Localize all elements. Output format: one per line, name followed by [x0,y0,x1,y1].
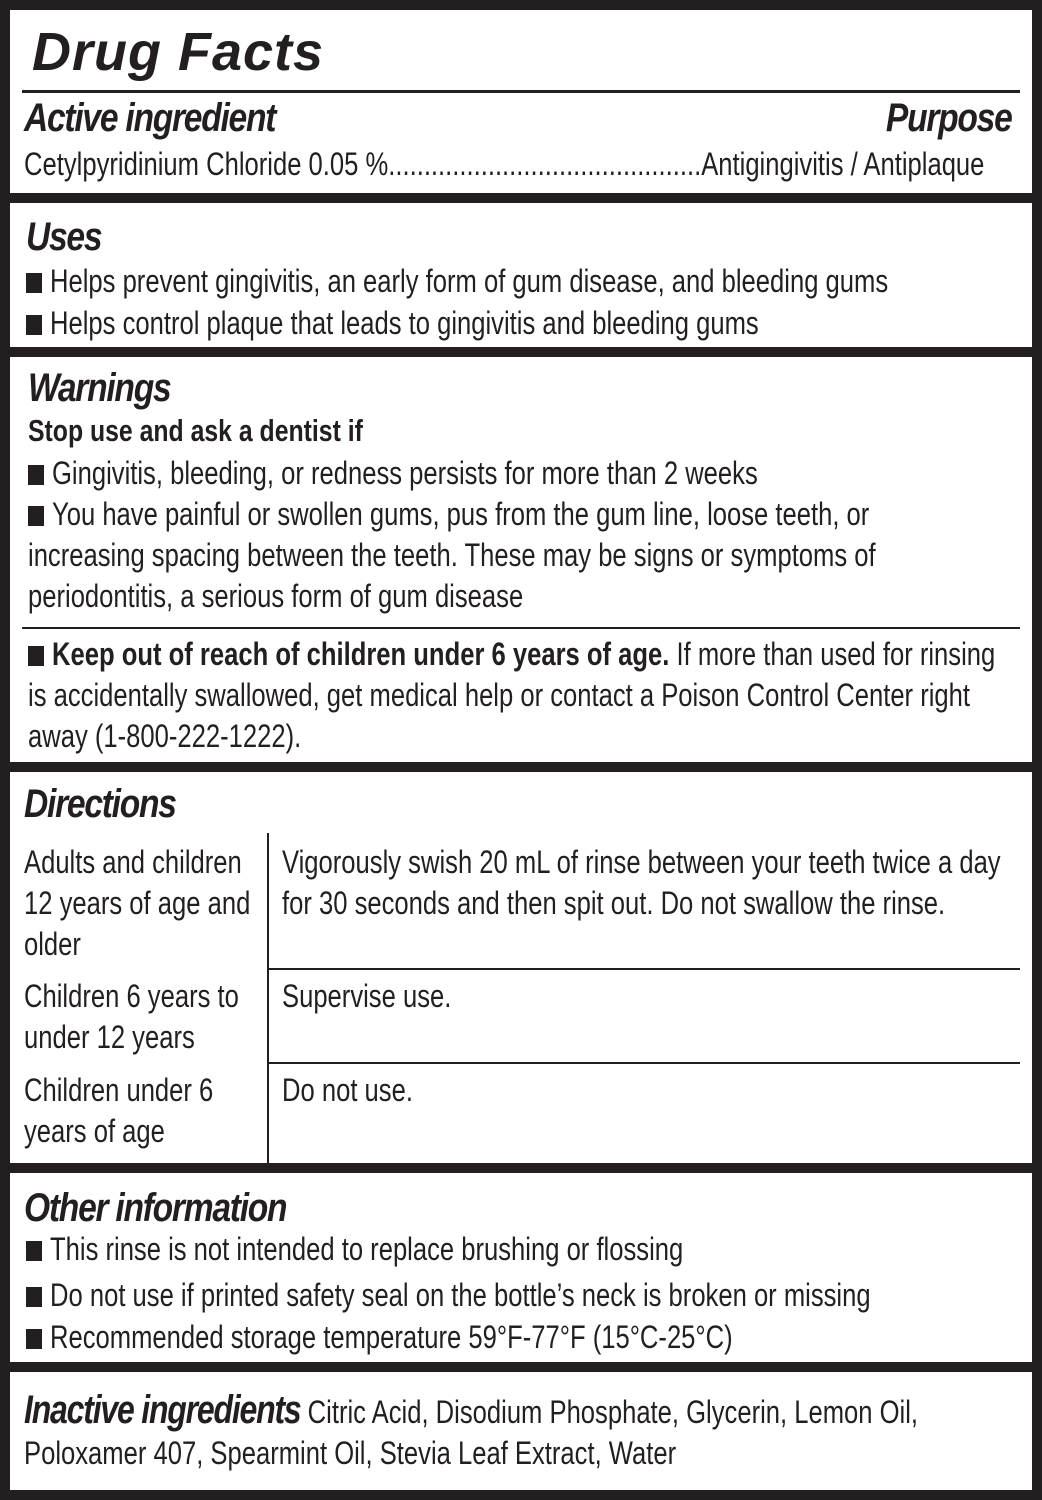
active-ingredient-heading: Active ingredient [24,96,276,140]
directions-row-rule [267,968,1020,970]
other-information-heading: Other information [24,1186,287,1230]
purpose-heading: Purpose [886,96,1012,140]
directions-row-rule [267,1062,1020,1064]
active-ingredient-name: Cetylpyridinium Chloride 0.05 % [24,146,389,182]
uses-heading: Uses [26,215,102,259]
directions-column-divider [267,833,269,1163]
directions-row-what: Do not use. [282,1072,413,1108]
directions-row-who: Children under 6 years of age [24,1072,214,1149]
drug-facts-title: Drug Facts [32,22,325,82]
warnings-subheading: Stop use and ask a dentist if [28,413,363,448]
title-rule [22,90,1020,93]
warnings-heading: Warnings [28,366,171,410]
keep-out-of-reach-warning: Keep out of reach of children under 6 years of age. If more than used for rinsing is accidentally swallowed, get medical help or contact a Poison Control Center right away (1-800-222-1222). [28,636,996,754]
bullet-square-icon [28,646,44,666]
other-information-item: This rinse is not intended to replace brushing or flossing [26,1228,683,1270]
inactive-ingredients [24,1390,1008,1474]
directions-row-who: Children 6 years to under 12 years [24,978,239,1055]
other-information-item: Do not use if printed safety seal on the bottle’s neck is broken or missing [26,1274,871,1316]
bullet-square-icon [28,465,44,485]
active-ingredient-line [24,143,984,185]
section-divider [10,347,1032,357]
other-information-item: Recommended storage temperature 59°F-77°F (15°C-25°C) [26,1316,733,1358]
inactive-ingredients-heading: Inactive ingredients [24,1388,301,1432]
directions-row-who: Adults and children 12 years of age and older [24,844,251,962]
section-divider [10,762,1032,772]
bullet-square-icon [26,1241,42,1261]
bullet-square-icon [26,1287,42,1307]
bullet-square-icon [26,273,42,293]
uses-item: Helps prevent gingivitis, an early form of gum disease, and bleeding gums [26,260,888,302]
section-divider [10,193,1032,203]
directions-row-what: Vigorously swish 20 mL of rinse between your teeth twice a day for 30 seconds and then spit out. Do not swallow the rinse. [282,844,1001,921]
section-divider [10,1362,1032,1372]
dot-leader: ............................................ [388,146,702,182]
warnings-item: You have painful or swollen gums, pus from the gum line, loose teeth, or increasing spacing between the teeth. These may be signs or symptoms of periodontitis, a serious form of gum disease [28,496,876,614]
directions-heading: Directions [24,782,176,826]
directions-row-what: Supervise use. [282,978,452,1014]
uses-item: Helps control plaque that leads to gingivitis and bleeding gums [26,302,759,344]
bullet-square-icon [28,506,44,526]
section-divider [10,1163,1032,1173]
bullet-square-icon [26,315,42,335]
warnings-item: Gingivitis, bleeding, or redness persists for more than 2 weeks [28,452,758,494]
warnings-rule [22,627,1020,629]
inactive-ingredients-list: Citric Acid, Disodium Phosphate, Glycerin, Lemon Oil, Poloxamer 407, Spearmint Oil, Stevia Leaf Extract, Water [24,1394,919,1471]
active-ingredient-purpose: Antigingivitis / Antiplaque [701,146,985,182]
bullet-square-icon [26,1329,42,1349]
